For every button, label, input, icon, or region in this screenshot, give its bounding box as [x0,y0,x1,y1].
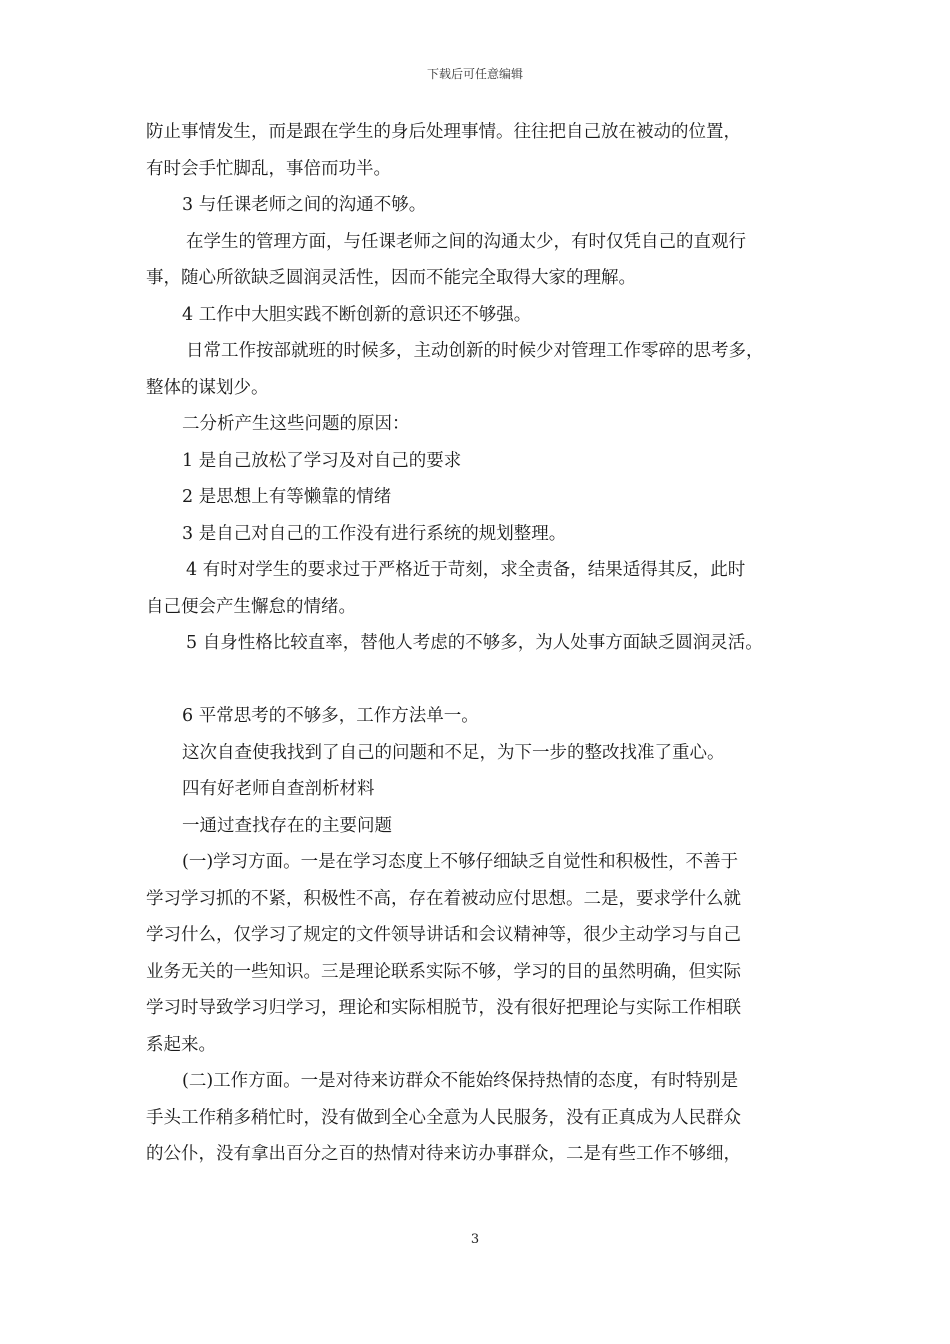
page-number: 3 [470,1232,480,1247]
paragraph-line: 的公仆，没有拿出百分之百的热情对待来访办事群众，二是有些工作不够细， [146,1144,741,1164]
paragraph-line: 整体的谋划少。 [146,377,269,398]
paragraph-line: 二分析产生这些问题的原因： [182,414,410,434]
paragraph-line: 防止事情发生，而是跟在学生的身后处理事情。往往把自己放在被动的位置， [146,122,741,142]
paragraph-line: 4 工作中大胆实践不断创新的意识还不够强。 [182,304,532,325]
paragraph-line: 5 自身性格比较直率，替他人考虑的不够多，为人处事方面缺乏圆润灵活。 [186,633,763,653]
paragraph-line: (二)工作方面。一是对待来访群众不能始终保持热情的态度，有时特别是 [182,1071,739,1091]
paragraph-line: (一)学习方面。一是在学习态度上不够仔细缺乏自觉性和积极性，不善于 [182,852,739,872]
paragraph-line: 6 平常思考的不够多，工作方法单一。 [182,706,479,726]
paragraph-line: 学习时导致学习归学习，理论和实际相脱节，没有很好把理论与实际工作相联 [146,998,741,1018]
paragraph-line: 学习什么，仅学习了规定的文件领导讲话和会议精神等，很少主动学习与自己 [146,925,741,945]
paragraph-line: 3 是自己对自己的工作没有进行系统的规划整理。 [182,523,567,544]
page-header: 下载后可任意编辑 [426,67,523,81]
paragraph-line: 日常工作按部就班的时候多，主动创新的时候少对管理工作零碎的思考多， [186,341,764,361]
paragraph-line: 一通过查找存在的主要问题 [182,815,392,836]
paragraph-line: 2 是思想上有等懒靠的情绪 [182,487,392,507]
paragraph-line: 有时会手忙脚乱，事倍而功半。 [146,158,391,179]
paragraph-line: 事，随心所欲缺乏圆润灵活性，因而不能完全取得大家的理解。 [146,268,636,288]
paragraph-line: 3 与任课老师之间的沟通不够。 [182,195,427,215]
paragraph-line: 系起来。 [146,1034,216,1055]
blank-line [146,662,826,699]
paragraph-line: 自己便会产生懈怠的情绪。 [146,596,356,617]
paragraph-line: 学习学习抓的不紧，积极性不高，存在着被动应付思想。二是，要求学什么就 [146,888,741,909]
paragraph-line: 4 有时对学生的要求过于严格近于苛刻，求全责备，结果适得其反，此时 [186,560,746,580]
paragraph-line: 这次自查使我找到了自己的问题和不足，为下一步的整改找准了重心。 [182,742,725,763]
paragraph-line: 1 是自己放松了学习及对自己的要求 [182,450,462,471]
paragraph-line: 业务无关的一些知识。三是理论联系实际不够，学习的目的虽然明确，但实际 [146,961,741,982]
paragraph-line: 四有好老师自查剖析材料 [182,779,375,799]
paragraph-line: 在学生的管理方面，与任课老师之间的沟通太少，有时仅凭自己的直观行 [186,231,746,252]
paragraph-line: 手头工作稍多稍忙时，没有做到全心全意为人民服务，没有正真成为人民群众 [146,1107,741,1128]
document-body [146,114,826,1173]
